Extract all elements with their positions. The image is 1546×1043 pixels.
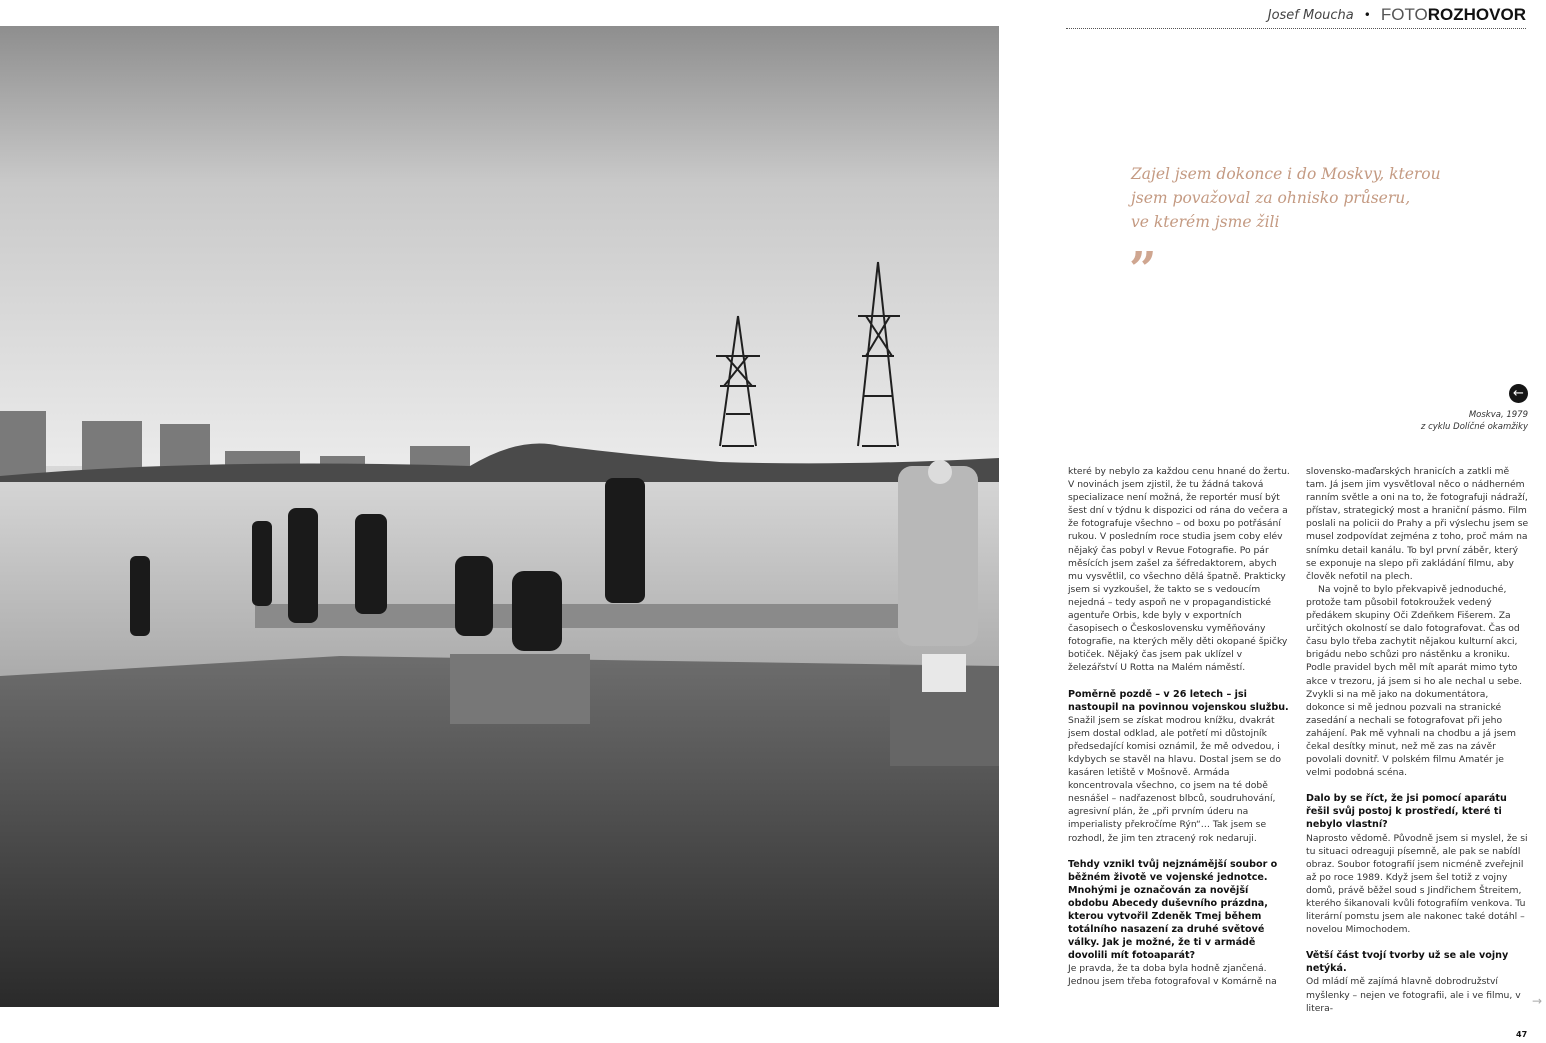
paragraph: slovensko-maďarských hranicích a zatkli mě tam. Já jsem jim vysvětloval něco o nádherném ranním světle a oni na to, že fotografuji nádraží, přístav, strategický most a hraniční pásmo. Film poslali na policii do Prahy a při výslechu jsem se musel zodpovídat zejména z toho, proč mám na snímku detail kanálu. To byl první záběr, který se exponuje na slepo při zakládání filmu, aby člověk nefotil na plech. bbox=[1306, 466, 1529, 582]
paragraph: Od mládí mě zajímá hlavně dobrodružství myšlenky – nejen ve fotografii, ale i ve filmu, v litera- bbox=[1306, 976, 1521, 1014]
photograph-moscow-1979 bbox=[0, 26, 999, 1007]
pull-quote-line: ve kterém jsme žili bbox=[1131, 213, 1280, 231]
caption-line-series: z cyklu Dolíčné okamžiky bbox=[1420, 422, 1528, 432]
closing-quote-mark-icon: ” bbox=[1129, 242, 1157, 298]
interview-question: Dalo by se říct, že jsi pomocí aparátu řešil svůj postoj k prostředí, které ti nebylo vlastní? bbox=[1306, 793, 1507, 831]
continue-arrow-icon: → bbox=[1532, 994, 1543, 1008]
interview-question: Poměrně pozdě – v 26 letech – jsi nastoupil na povinnou vojenskou službu. bbox=[1068, 688, 1289, 713]
pull-quote-line: jsem považoval za ohnisko průseru, bbox=[1131, 189, 1411, 207]
left-arrow-icon: ← bbox=[1509, 384, 1528, 403]
paragraph: Snažil jsem se získat modrou knížku, dvakrát jsem dostal odklad, ale potřetí mi důstojník předsedající komisi oznámil, že mě odvedou, i kdybych se stavěl na hlavu. Dostal jsem se do kasáren letiště v Mošnově. Armáda koncentrovala všechno, co jsem na té době nesnášel – nadřazenost blbců, soudruhování, agresivní plán, že „při prvním úderu na imperialisty překročíme Rýn“… Tak jsem se rozhodl, že jim ten ztracený rok nedaruji. bbox=[1068, 714, 1281, 844]
interview-question: Větší část tvojí tvorby už se ale vojny netýká. bbox=[1306, 950, 1509, 975]
caption-line-title: Moskva, 1979 bbox=[1468, 410, 1528, 420]
photo-caption bbox=[1308, 409, 1528, 433]
pull-quote-line: Zajel jsem dokonce i do Moskvy, kterou bbox=[1131, 165, 1441, 183]
paragraph: které by nebylo za každou cenu hnané do žertu. V novinách jsem zjistil, že tu žádná taková specializace není možná, že reportér musí být šest dní v týdnu k dispozici od rána do večera a že fotografuje všechno – od boxu po potřásání rukou. V posledním roce studia jsem coby elév nějaký čas pobyl v Revue Fotografie. Po pár měsících jsem zašel za šéfredaktorem, abych mu vysvětlil, co všechno dělá špatně. Prakticky jsem si vyzkoušel, že takto se s vedoucím nejedná – tedy aspoň ne v propagandistické agentuře Orbis, kde byly v exportních časopisech o Československu vyměňovány fotografie, na kterých měly děti okopané špičky botiček. Nějaký čas jsem pak uklízel v železářství U Rotta na Malém náměstí. bbox=[1068, 466, 1290, 674]
paragraph: Je pravda, že ta doba byla hodně zjančená. Jednou jsem třeba fotografoval v Komárně na bbox=[1068, 963, 1277, 988]
pull-quote bbox=[1131, 162, 1461, 234]
article-column-1 bbox=[1068, 465, 1291, 989]
section-title bbox=[1381, 5, 1526, 25]
header-bullet: • bbox=[1363, 8, 1371, 22]
section-title-bold: ROZHOVOR bbox=[1427, 5, 1526, 24]
paragraph: Naprosto vědomě. Původně jsem si myslel, že si tu situaci odreaguji písemně, ale pak se nabídl obraz. Soubor fotografií jsem nicméně zveřejnil až po roce 1989. Když jsem šel totiž z vojny domů, právě běžel soud s Jindřichem Štreitem, kterého šikanovali kvůli fotografiím venkova. Tu literární pomstu jsem ale nakonec také dotáhl – novelou Mimochodem. bbox=[1306, 832, 1528, 936]
interview-question: Tehdy vznikl tvůj nejznámější soubor o běžném životě ve vojenské jednotce. Mnohými je označován za novější obdobu Abecedy duševního prázdna, kterou vytvořil Zdeněk Tmej během totálního nasazení za druhé světové války. Jak je možné, že ti v armádě dovolili mít fotoaparát? bbox=[1068, 858, 1278, 962]
page-number: 47 bbox=[1516, 1030, 1528, 1039]
section-title-light: FOTO bbox=[1380, 5, 1428, 24]
paragraph: Na vojně to bylo překvapivě jednoduché, protože tam působil fotokroužek vedený předákem skupiny Oči Zdeňkem Fišerem. Za určitých okolností se dalo fotografovat. Čas od času bylo třeba zachytit nějakou kulturní akci, brigádu nebo schůzi pro nástěnku a kroniku. Podle pravidel bych měl mít aparát mimo tyto akce v trezoru, já jsem si ho ale nechal u sebe. Zvykli si na mě jako na dokumentátora, dokonce si mě jednou pozvali na stranické zasedání a nechali se fotografovat při jeho zahájení. Pak mě vyhnali na chodbu a já jsem čekal desítky minut, než mě zas na závěr povolali dovnitř. V polském filmu Amatér je velmi podobná scéna. bbox=[1306, 583, 1523, 779]
page-header bbox=[1066, 2, 1526, 28]
article-column-2 bbox=[1306, 465, 1529, 1015]
author-name: Josef Moucha bbox=[1267, 7, 1354, 23]
header-dotted-rule bbox=[1066, 28, 1526, 29]
